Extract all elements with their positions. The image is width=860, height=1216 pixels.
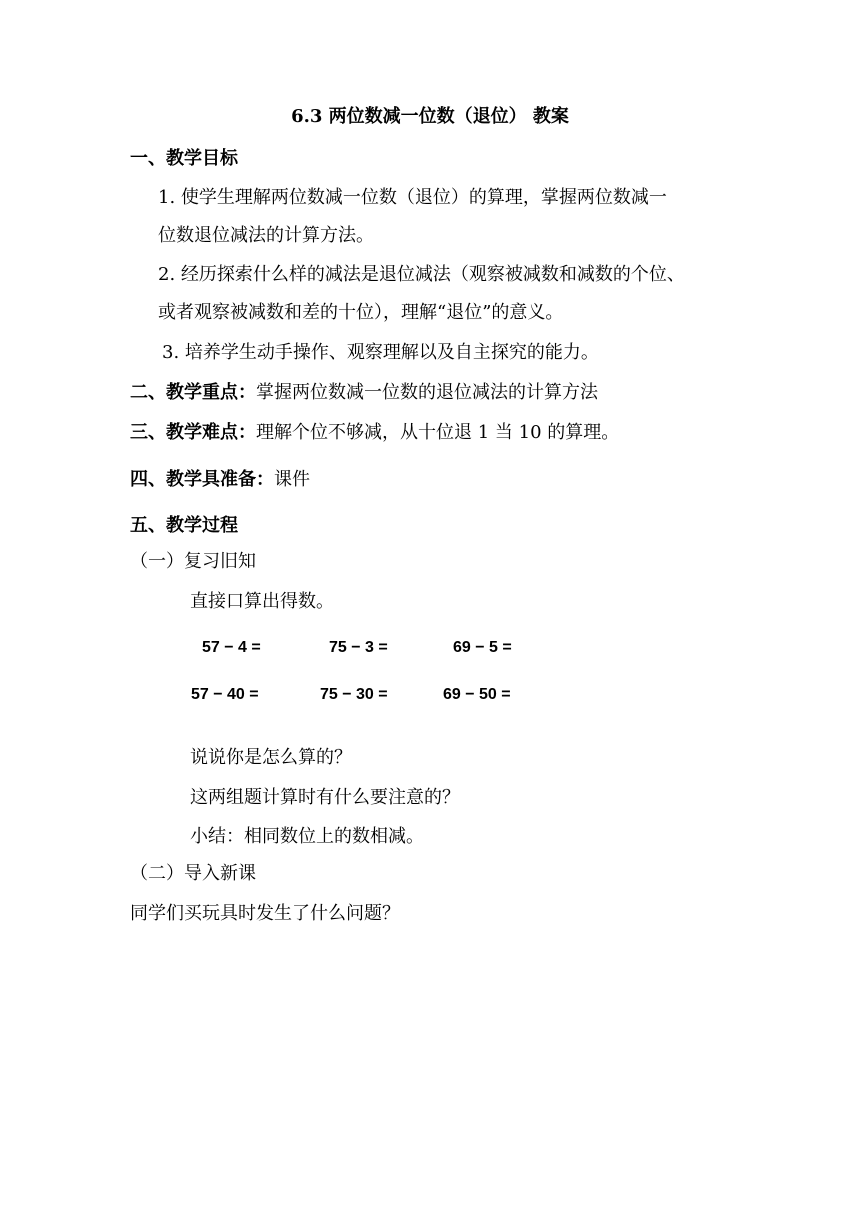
equation-69-5: 69 − 5 = xyxy=(453,639,512,656)
difficult-points-text: 理解个位不够减，从十位退 1 当 10 的算理。 xyxy=(256,422,620,443)
equation-57-40: 57 − 40 = xyxy=(191,686,259,703)
materials-text: 课件 xyxy=(274,469,310,490)
intro-question: 同学们买玩具时发生了什么问题？ xyxy=(130,903,400,924)
difficult-points-row xyxy=(130,422,619,444)
section-heading-objectives: 一、教学目标 xyxy=(130,148,238,169)
equation-75-30: 75 − 30 = xyxy=(320,686,388,703)
equation-57-4: 57 − 4 = xyxy=(202,639,261,656)
materials-row xyxy=(130,469,310,491)
materials-label: 四、教学具准备： xyxy=(130,469,274,490)
key-points-row xyxy=(130,382,598,404)
objective-2-line-1: 2. 经历探索什么样的减法是退位减法（观察被减数和减数的个位、 xyxy=(158,264,685,285)
section-heading-process: 五、教学过程 xyxy=(130,515,238,536)
key-points-text: 掌握两位数减一位数的退位减法的计算方法 xyxy=(256,382,598,403)
key-points-label: 二、教学重点： xyxy=(130,382,256,403)
page-title: 6.3 两位数减一位数（退位） 教案 xyxy=(291,106,569,127)
equation-75-3: 75 − 3 = xyxy=(329,639,388,656)
objective-2-line-2: 或者观察被减数和差的十位），理解“退位”的意义。 xyxy=(158,302,564,323)
part-2-heading: （二）导入新课 xyxy=(130,863,256,884)
objective-1-line-2: 位数退位减法的计算方法。 xyxy=(158,225,374,246)
summary: 小结：相同数位上的数相减。 xyxy=(190,826,424,847)
mental-math-intro: 直接口算出得数。 xyxy=(190,591,334,612)
question-attention: 这两组题计算时有什么要注意的？ xyxy=(190,787,460,808)
part-1-heading: （一）复习旧知 xyxy=(130,551,256,572)
equation-69-50: 69 − 50 = xyxy=(443,686,511,703)
objective-1-line-1: 1. 使学生理解两位数减一位数（退位）的算理，掌握两位数减一 xyxy=(158,187,667,208)
objective-3: 3. 培养学生动手操作、观察理解以及自主探究的能力。 xyxy=(162,342,599,363)
question-how: 说说你是怎么算的？ xyxy=(190,747,352,768)
difficult-points-label: 三、教学难点： xyxy=(130,422,256,443)
